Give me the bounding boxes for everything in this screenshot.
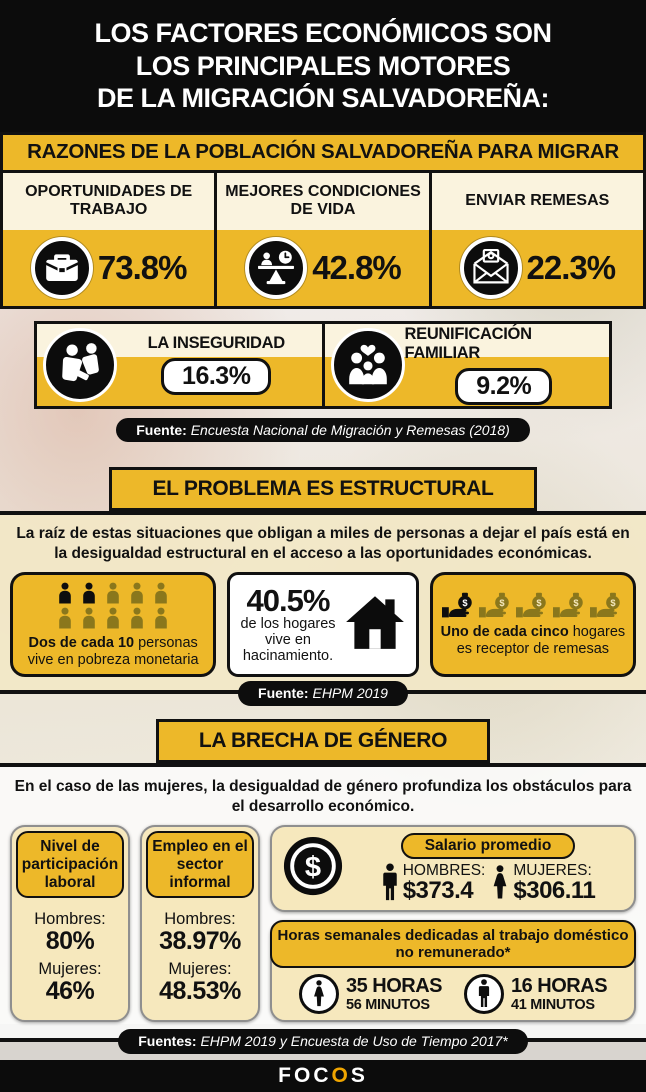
men-minutes: 41 MINUTOS [511, 996, 595, 1013]
briefcase-icon [31, 237, 93, 299]
reason-label: MEJORES CONDICIONES DE VIDA [217, 173, 428, 230]
reasons-table [0, 173, 646, 309]
women-minutes: 56 MINUTOS [345, 996, 430, 1013]
remittances-box [430, 572, 636, 677]
person-pictogram-icon [101, 581, 125, 606]
reason-value: 16.3% [161, 358, 271, 395]
focos-logo: FOC O S [0, 1060, 646, 1092]
card-title: Nivel de participación laboral [16, 831, 124, 898]
hand-moneybag-icon [516, 592, 550, 619]
reason-value: 9.2% [455, 368, 552, 405]
remittances-caption: Uno de cada cinco hogares es receptor de remesas [440, 624, 626, 657]
family-icon [331, 328, 405, 402]
person-pictogram-icon [53, 606, 77, 631]
reason-label: ENVIAR REMESAS [432, 173, 643, 230]
source-text: EHPM 2019 y Encuesta de Uso de Tiempo 2017* [200, 1033, 508, 1050]
balance-scale-icon [245, 237, 307, 299]
women-label: Mujeres: [38, 960, 102, 979]
male-pictogram-icon [464, 974, 504, 1014]
title-line-3: DE LA MIGRACIÓN SALVADOREÑA: [97, 83, 549, 114]
overcrowding-value: 40.5% [246, 582, 330, 618]
labor-participation-card [10, 825, 130, 1022]
informal-employment-card [140, 825, 260, 1022]
reason-value: 22.3% [526, 248, 616, 286]
female-pictogram-icon [299, 974, 339, 1014]
gender-intro: En el caso de las mujeres, la desigualdad de género profundiza los obstáculos para el desarrollo económico. [14, 778, 632, 815]
men-label: HOMBRES: [402, 862, 486, 879]
insecurity-icon [43, 328, 117, 402]
person-pictogram-icon [53, 581, 77, 606]
domestic-work-card [270, 920, 636, 1023]
men-value: $373.4 [402, 876, 474, 904]
average-salary-card [270, 825, 636, 912]
source-pill-ehpm [238, 681, 408, 706]
reason-label: REUNIFICACIÓN FAMILIAR [404, 324, 532, 362]
gender-band [0, 763, 646, 1042]
reason-value: 73.8% [97, 248, 187, 286]
person-pictogram-icon [77, 606, 101, 631]
card-title: Salario promedio [401, 833, 576, 859]
source-label: Fuente: [258, 685, 309, 702]
house-icon [342, 591, 408, 658]
structural-band [0, 511, 646, 694]
hand-moneybag-icon [553, 592, 587, 619]
title-line-1: LOS FACTORES ECONÓMICOS SON [94, 18, 552, 49]
women-value: 48.53% [159, 977, 241, 1006]
men-value: 38.97% [159, 927, 241, 956]
men-label: Hombres: [34, 910, 106, 929]
overcrowding-box [227, 572, 418, 677]
reasons-secondary-row [34, 321, 612, 409]
card-title: Horas semanales dedicadas al trabajo doméstico no remunerado* [270, 920, 636, 969]
reason-cell-living [214, 173, 428, 306]
reason-value: 42.8% [312, 248, 401, 286]
reason-cell-work [3, 173, 214, 306]
poverty-caption: Dos de cada 10 personas vive en pobreza monetaria [27, 635, 199, 668]
reason-cell-remittances [429, 173, 643, 306]
person-pictogram-icon [77, 581, 101, 606]
card-title: Empleo en el sector informal [146, 831, 254, 898]
reason-cell-family [322, 324, 610, 406]
page-title [0, 0, 646, 132]
women-value: 46% [45, 977, 95, 1006]
section-title-reasons: RAZONES DE LA POBLACIÓN SALVADOREÑA PARA MIGRAR [0, 132, 646, 173]
section-title-structural: EL PROBLEMA ES ESTRUCTURAL [109, 467, 536, 511]
women-hours: 35 HORAS [345, 974, 442, 997]
money-envelope-icon [460, 237, 522, 299]
women-label: MUJERES: [513, 862, 592, 879]
reason-label: LA INSEGURIDAD [147, 334, 285, 352]
source-label: Fuentes: [138, 1033, 197, 1050]
person-pictogram-icon [125, 606, 149, 631]
reason-label: OPORTUNIDADES DE TRABAJO [3, 173, 214, 230]
section-title-gender: LA BRECHA DE GÉNERO [156, 719, 490, 763]
title-line-2: LOS PRINCIPALES MOTORES [135, 50, 511, 81]
source-pill-gender [118, 1029, 528, 1054]
person-pictogram-icon [149, 606, 173, 631]
hand-moneybag-icon [442, 592, 476, 619]
men-value: 80% [45, 927, 95, 956]
women-label: Mujeres: [168, 960, 232, 979]
men-hours: 16 HORAS [511, 974, 608, 997]
person-pictogram-icon [149, 581, 173, 606]
source-pill-migration-survey [116, 418, 530, 443]
source-text: EHPM 2019 [312, 685, 388, 702]
hand-pictogram-row [439, 592, 627, 619]
hand-moneybag-icon [590, 592, 624, 619]
source-label: Fuente: [136, 421, 187, 438]
women-value: $306.11 [513, 876, 596, 904]
dollar-coin-icon [282, 835, 344, 902]
source-text: Encuesta Nacional de Migración y Remesas (2018) [190, 421, 510, 438]
overcrowding-caption: de los hogares vive en hacinamiento. [240, 615, 336, 665]
structural-intro: La raíz de estas situaciones que obligan a miles de personas a dejar el país está en la desigualdad estructural en el acceso a las oportunidades económicas. [16, 525, 630, 562]
people-pictogram-grid [52, 581, 174, 631]
poverty-box [10, 572, 216, 677]
hand-moneybag-icon [479, 592, 513, 619]
men-label: Hombres: [164, 910, 236, 929]
svg-text:$: $ [304, 851, 322, 884]
person-pictogram-icon [101, 606, 125, 631]
reason-cell-insecurity [37, 324, 322, 406]
male-pictogram-icon [381, 862, 399, 904]
female-pictogram-icon [491, 862, 509, 904]
person-pictogram-icon [125, 581, 149, 606]
